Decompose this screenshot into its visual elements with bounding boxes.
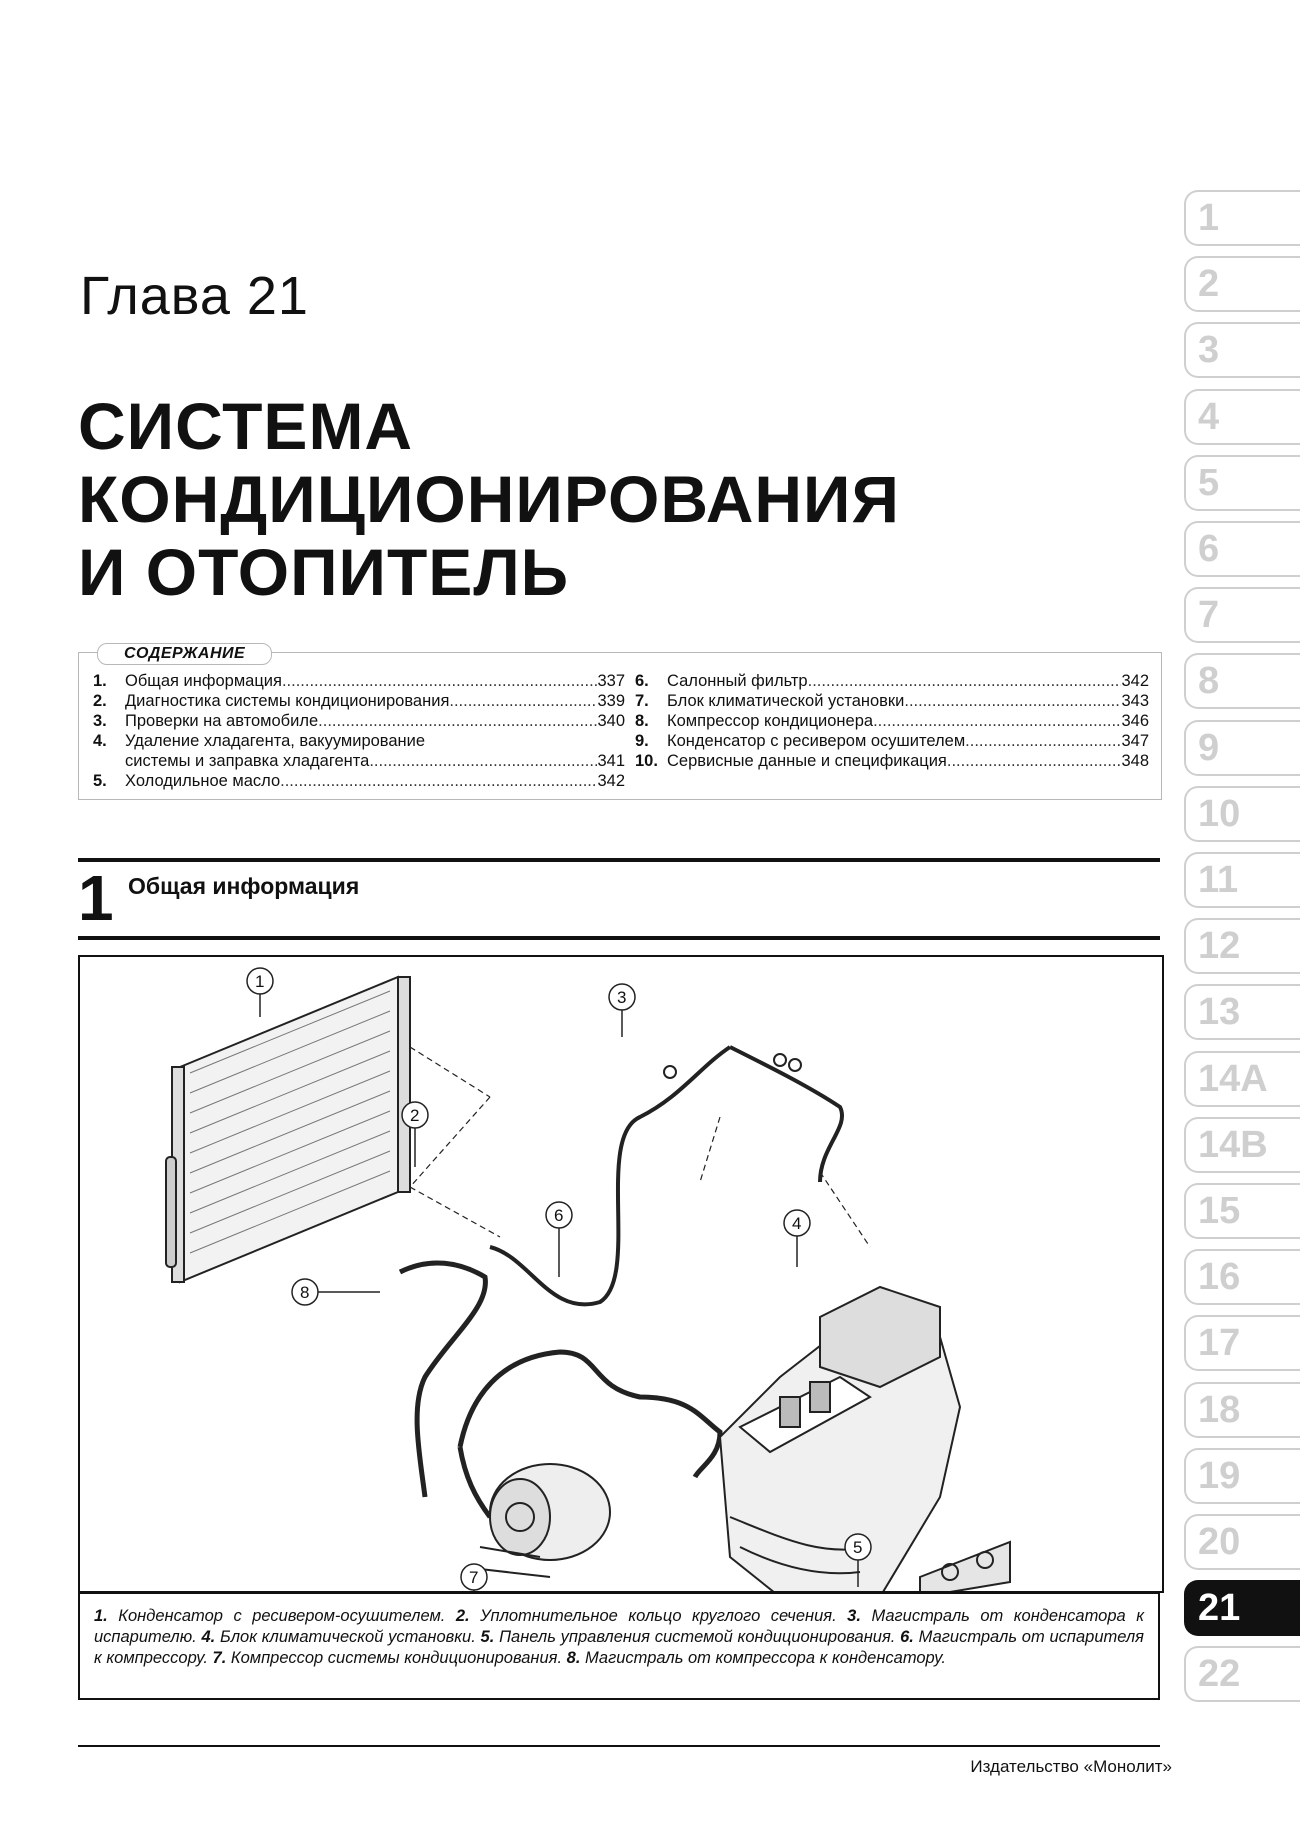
figure-frame bbox=[78, 955, 1164, 1593]
toc-entry[interactable] bbox=[93, 711, 625, 731]
callout-8-marker bbox=[292, 1279, 318, 1305]
chapter-tab-1[interactable]: 1 bbox=[1184, 190, 1300, 246]
toc-entry-page: 347 bbox=[1121, 732, 1149, 750]
chapter-tab-22[interactable]: 22 bbox=[1184, 1646, 1300, 1702]
toc-entry-title: Диагностика системы кондиционирования bbox=[125, 692, 450, 710]
callout-8: 8 bbox=[300, 1283, 310, 1302]
section-title: Общая информация bbox=[128, 873, 360, 899]
toc-entry-page: 337 bbox=[597, 672, 625, 690]
chapter-tab-21[interactable]: 21 bbox=[1184, 1580, 1300, 1636]
chapter-tab-5[interactable]: 5 bbox=[1184, 455, 1300, 511]
callout-2-marker bbox=[402, 1102, 428, 1128]
caption-text: Уплотнительное кольцо круглого сечения. bbox=[469, 1607, 848, 1625]
toc-entry-page: 348 bbox=[1121, 752, 1149, 770]
ac-system-illustration bbox=[80, 957, 1162, 1591]
compressor-drawing bbox=[480, 1464, 610, 1577]
toc-entry-title: Удаление хладагента, вакуумирование bbox=[125, 732, 426, 750]
callout-7-marker bbox=[461, 1564, 487, 1590]
toc-entry-number: 1. bbox=[93, 672, 107, 690]
footer-rule bbox=[78, 1745, 1160, 1747]
toc-entry[interactable] bbox=[635, 731, 1149, 751]
toc-entry-number: 8. bbox=[635, 712, 649, 730]
toc-entry[interactable] bbox=[635, 691, 1149, 711]
callout-3: 3 bbox=[617, 988, 627, 1007]
toc-entry[interactable] bbox=[635, 671, 1149, 691]
contents-column-left bbox=[93, 671, 625, 791]
caption-num: 4. bbox=[201, 1628, 216, 1646]
caption-num: 7. bbox=[212, 1649, 227, 1667]
chapter-tab-2[interactable]: 2 bbox=[1184, 256, 1300, 312]
caption-text: Компрессор системы кондиционирования. bbox=[226, 1649, 567, 1667]
toc-entry-title: Сервисные данные и спецификация bbox=[667, 752, 947, 770]
toc-entry-title: Компрессор кондиционера bbox=[667, 712, 874, 730]
caption-num: 3. bbox=[847, 1607, 861, 1625]
toc-entry-title: Холодильное масло bbox=[125, 772, 281, 790]
chapter-tab-18[interactable]: 18 bbox=[1184, 1382, 1300, 1438]
callout-5: 5 bbox=[853, 1538, 863, 1557]
toc-entry-continuation[interactable] bbox=[93, 751, 625, 771]
toc-entry-page: 339 bbox=[597, 692, 625, 710]
chapter-tab-13[interactable]: 13 bbox=[1184, 984, 1300, 1040]
chapter-tab-14b[interactable]: 14B bbox=[1184, 1117, 1300, 1173]
toc-entry[interactable] bbox=[93, 771, 625, 791]
chapter-tab-17[interactable]: 17 bbox=[1184, 1315, 1300, 1371]
toc-entry-number: 3. bbox=[93, 712, 107, 730]
toc-entry[interactable] bbox=[93, 691, 625, 711]
callout-6: 6 bbox=[554, 1206, 564, 1225]
callout-1: 1 bbox=[255, 972, 265, 991]
callout-2: 2 bbox=[410, 1106, 420, 1125]
toc-entry-page: 343 bbox=[1121, 692, 1149, 710]
callout-3-marker bbox=[609, 984, 635, 1010]
chapter-title-line: И ОТОПИТЕЛЬ bbox=[78, 535, 570, 609]
caption-text: Конденсатор с ресивером-осушителем. bbox=[107, 1607, 456, 1625]
toc-entry-page: 341 bbox=[597, 752, 625, 770]
condenser-drawing bbox=[166, 977, 410, 1282]
callout-5-marker bbox=[845, 1534, 871, 1560]
chapter-tab-6[interactable]: 6 bbox=[1184, 521, 1300, 577]
callout-1-marker bbox=[247, 968, 273, 994]
caption-num: 6. bbox=[900, 1628, 914, 1646]
toc-entry[interactable] bbox=[635, 751, 1149, 771]
chapter-tab-4[interactable]: 4 bbox=[1184, 389, 1300, 445]
callout-4: 4 bbox=[792, 1214, 802, 1233]
chapter-tab-20[interactable]: 20 bbox=[1184, 1514, 1300, 1570]
chapter-tab-15[interactable]: 15 bbox=[1184, 1183, 1300, 1239]
hvac-unit-drawing bbox=[720, 1287, 960, 1591]
chapter-tab-7[interactable]: 7 bbox=[1184, 587, 1300, 643]
chapter-tab-11[interactable]: 11 bbox=[1184, 852, 1300, 908]
toc-entry-title: Салонный фильтр bbox=[667, 672, 808, 690]
chapter-tab-16[interactable]: 16 bbox=[1184, 1249, 1300, 1305]
caption-text: Панель управления системой кондиционирования. bbox=[494, 1628, 901, 1646]
toc-entry-number: 5. bbox=[93, 772, 107, 790]
chapter-tab-14a[interactable]: 14A bbox=[1184, 1051, 1300, 1107]
figure-caption bbox=[78, 1592, 1160, 1700]
chapter-title-line: СИСТЕМА bbox=[78, 389, 414, 463]
chapter-tab-12[interactable]: 12 bbox=[1184, 918, 1300, 974]
caption-num: 2. bbox=[455, 1607, 470, 1625]
section-number: 1 bbox=[78, 862, 114, 934]
chapter-tab-19[interactable]: 19 bbox=[1184, 1448, 1300, 1504]
chapter-title-line: КОНДИЦИОНИРОВАНИЯ bbox=[78, 462, 900, 536]
toc-entry-title: Проверки на автомобиле bbox=[125, 712, 319, 730]
caption-num: 5. bbox=[480, 1628, 495, 1646]
chapter-label: Глава 21 bbox=[80, 266, 309, 326]
chapter-title bbox=[78, 390, 1128, 609]
toc-entry-page: 342 bbox=[1121, 672, 1149, 690]
toc-entry-title: Блок климатической установки bbox=[667, 692, 905, 710]
section-rule-bottom bbox=[78, 936, 1160, 940]
toc-entry-title: Конденсатор с ресивером осушителем bbox=[667, 732, 966, 750]
chapter-tab-3[interactable]: 3 bbox=[1184, 322, 1300, 378]
caption-text: Блок климатической установки. bbox=[215, 1628, 481, 1646]
callout-6-marker bbox=[546, 1202, 572, 1228]
chapter-tab-9[interactable]: 9 bbox=[1184, 720, 1300, 776]
toc-entry[interactable] bbox=[93, 731, 625, 751]
toc-entry-number: 9. bbox=[635, 732, 649, 750]
callout-4-marker bbox=[784, 1210, 810, 1236]
publisher-name: Издательство «Монолит» bbox=[970, 1757, 1172, 1776]
chapter-tab-8[interactable]: 8 bbox=[1184, 653, 1300, 709]
chapter-tab-10[interactable]: 10 bbox=[1184, 786, 1300, 842]
contents-heading: СОДЕРЖАНИЕ bbox=[97, 643, 272, 665]
section-rule-top bbox=[78, 858, 1160, 862]
toc-entry-number: 2. bbox=[93, 692, 107, 710]
toc-entry-number: 7. bbox=[635, 692, 649, 710]
toc-entry[interactable] bbox=[93, 671, 625, 691]
callout-7: 7 bbox=[469, 1568, 479, 1587]
toc-entry-page: 340 bbox=[597, 712, 625, 730]
toc-entry-number: 6. bbox=[635, 672, 649, 690]
control-panel-drawing bbox=[920, 1542, 1010, 1591]
caption-text: Магистраль от компрессора к конденсатору. bbox=[580, 1649, 946, 1667]
contents-column-right bbox=[635, 671, 1149, 771]
toc-entry-title: Общая информация bbox=[125, 672, 282, 690]
toc-entry[interactable] bbox=[635, 711, 1149, 731]
caption-num: 8. bbox=[566, 1649, 581, 1667]
toc-entry-page: 346 bbox=[1121, 712, 1149, 730]
toc-entry-title: системы и заправка хладагента bbox=[125, 752, 370, 770]
caption-text: Магистраль от конденсатора к испарителю. bbox=[94, 1607, 1144, 1646]
toc-entry-number: 10. bbox=[635, 752, 658, 770]
contents-box bbox=[78, 645, 1162, 800]
toc-entry-page: 342 bbox=[597, 772, 625, 790]
caption-num: 1. bbox=[94, 1607, 108, 1625]
toc-entry-number: 4. bbox=[93, 732, 107, 750]
caption-text: Магистраль от испарителя к компрессору. bbox=[94, 1628, 1144, 1667]
